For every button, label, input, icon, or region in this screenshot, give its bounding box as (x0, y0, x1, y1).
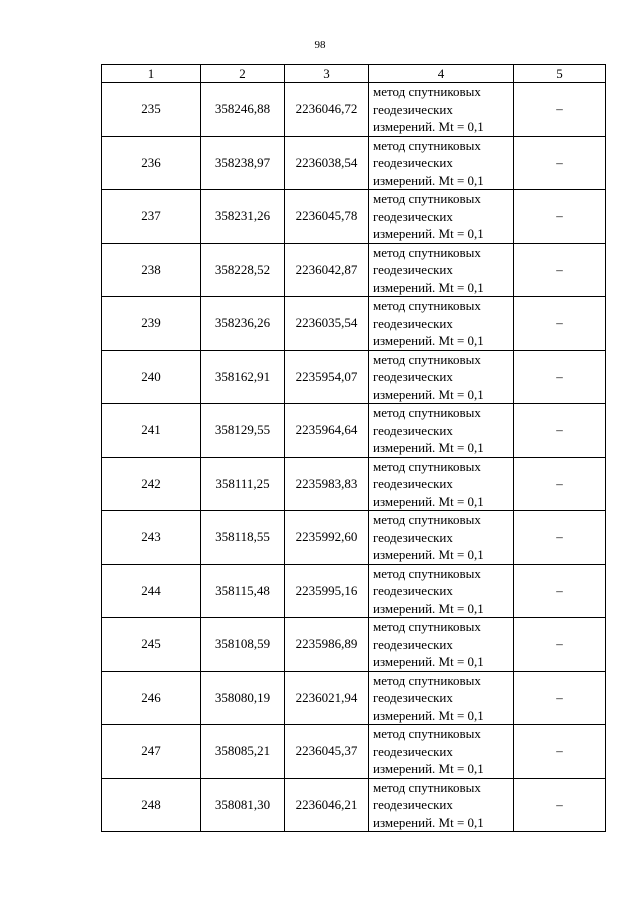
point-number-cell: 238 (102, 243, 201, 297)
x-coordinate-cell: 358111,25 (201, 457, 285, 511)
method-line: измерений. Mt = 0,1 (373, 226, 484, 241)
note-cell: – (514, 457, 606, 511)
method-line: геодезических (373, 583, 453, 598)
method-cell (369, 457, 514, 511)
method-line: геодезических (373, 476, 453, 491)
y-coordinate-cell: 2236038,54 (285, 136, 369, 190)
x-coordinate-cell: 358108,59 (201, 618, 285, 672)
method-cell (369, 243, 514, 297)
method-line: измерений. Mt = 0,1 (373, 761, 484, 776)
point-number-cell: 241 (102, 404, 201, 458)
coordinates-table (101, 64, 606, 832)
table-row (102, 618, 606, 672)
point-number-cell: 239 (102, 297, 201, 351)
method-line: метод спутниковых (373, 137, 481, 153)
table-row (102, 404, 606, 458)
method-line: геодезических (373, 369, 453, 384)
method-line: геодезических (373, 155, 453, 170)
y-coordinate-cell: 2235954,07 (285, 350, 369, 404)
point-number-cell: 246 (102, 671, 201, 725)
column-header: 3 (285, 65, 369, 83)
table-body (102, 83, 606, 832)
method-line: метод спутниковых (373, 458, 481, 474)
table-row (102, 350, 606, 404)
method-line: измерений. Mt = 0,1 (373, 172, 484, 188)
method-line: измерений. Mt = 0,1 (373, 493, 484, 509)
method-line: геодезических (373, 101, 453, 117)
page-number: 98 (314, 39, 326, 51)
y-coordinate-cell: 2235964,64 (285, 404, 369, 458)
method-line: геодезических (373, 208, 453, 224)
note-cell: – (514, 618, 606, 672)
table-row (102, 83, 606, 137)
column-header: 1 (102, 65, 201, 83)
note-cell: – (514, 511, 606, 565)
x-coordinate-cell: 358231,26 (201, 190, 285, 244)
y-coordinate-cell: 2236046,21 (285, 778, 369, 832)
x-coordinate-cell: 358246,88 (201, 83, 285, 137)
column-header: 5 (514, 65, 606, 83)
method-line: измерений. Mt = 0,1 (373, 547, 484, 562)
point-number-cell: 236 (102, 136, 201, 190)
method-cell (369, 190, 514, 244)
method-line: метод спутниковых (373, 672, 481, 688)
method-line: измерений. Mt = 0,1 (373, 333, 484, 348)
method-line: геодезических (373, 690, 453, 705)
method-line: измерений. Mt = 0,1 (373, 119, 484, 134)
point-number-cell: 240 (102, 350, 201, 404)
method-line: измерений. Mt = 0,1 (373, 707, 484, 723)
method-cell (369, 297, 514, 351)
point-number-cell: 245 (102, 618, 201, 672)
point-number-cell: 235 (102, 83, 201, 137)
table-row (102, 136, 606, 190)
method-line: геодезических (373, 262, 453, 277)
method-cell (369, 350, 514, 404)
table-row (102, 778, 606, 832)
note-cell: – (514, 297, 606, 351)
x-coordinate-cell: 358081,30 (201, 778, 285, 832)
method-line: метод спутниковых (373, 619, 481, 634)
method-line: метод спутниковых (373, 84, 481, 99)
table-row (102, 671, 606, 725)
method-line: измерений. Mt = 0,1 (373, 279, 484, 295)
point-number-cell: 244 (102, 564, 201, 618)
point-number-cell: 242 (102, 457, 201, 511)
x-coordinate-cell: 358238,97 (201, 136, 285, 190)
column-header: 2 (201, 65, 285, 83)
x-coordinate-cell: 358129,55 (201, 404, 285, 458)
x-coordinate-cell: 358118,55 (201, 511, 285, 565)
y-coordinate-cell: 2236045,37 (285, 725, 369, 779)
y-coordinate-cell: 2236021,94 (285, 671, 369, 725)
note-cell: – (514, 350, 606, 404)
y-coordinate-cell: 2235995,16 (285, 564, 369, 618)
method-line: метод спутниковых (373, 726, 481, 741)
method-cell (369, 618, 514, 672)
point-number-cell: 248 (102, 778, 201, 832)
method-cell (369, 83, 514, 137)
note-cell: – (514, 190, 606, 244)
method-line: метод спутниковых (373, 405, 481, 420)
y-coordinate-cell: 2235983,83 (285, 457, 369, 511)
note-cell: – (514, 243, 606, 297)
method-line: измерений. Mt = 0,1 (373, 654, 484, 669)
method-cell (369, 404, 514, 458)
method-line: метод спутниковых (373, 298, 481, 313)
method-line: метод спутниковых (373, 244, 481, 260)
method-cell (369, 778, 514, 832)
method-cell (369, 511, 514, 565)
note-cell: – (514, 564, 606, 618)
method-cell (369, 725, 514, 779)
x-coordinate-cell: 358080,19 (201, 671, 285, 725)
table-row (102, 243, 606, 297)
method-line: измерений. Mt = 0,1 (373, 814, 484, 830)
point-number-cell: 247 (102, 725, 201, 779)
method-line: измерений. Mt = 0,1 (373, 440, 484, 455)
y-coordinate-cell: 2236035,54 (285, 297, 369, 351)
y-coordinate-cell: 2235992,60 (285, 511, 369, 565)
method-line: геодезических (373, 797, 453, 812)
point-number-cell: 237 (102, 190, 201, 244)
note-cell: – (514, 83, 606, 137)
method-line: геодезических (373, 743, 453, 759)
table-header-row (102, 65, 606, 83)
method-line: геодезических (373, 422, 453, 438)
method-line: измерений. Mt = 0,1 (373, 600, 484, 616)
method-line: метод спутниковых (373, 779, 481, 795)
table-row (102, 725, 606, 779)
y-coordinate-cell: 2236042,87 (285, 243, 369, 297)
note-cell: – (514, 778, 606, 832)
y-coordinate-cell: 2236046,72 (285, 83, 369, 137)
note-cell: – (514, 725, 606, 779)
note-cell: – (514, 404, 606, 458)
method-line: метод спутниковых (373, 565, 481, 581)
table-row (102, 564, 606, 618)
x-coordinate-cell: 358228,52 (201, 243, 285, 297)
method-line: измерений. Mt = 0,1 (373, 386, 484, 402)
method-cell (369, 671, 514, 725)
x-coordinate-cell: 358162,91 (201, 350, 285, 404)
column-header: 4 (369, 65, 514, 83)
method-line: геодезических (373, 636, 453, 652)
method-cell (369, 564, 514, 618)
method-cell (369, 136, 514, 190)
y-coordinate-cell: 2236045,78 (285, 190, 369, 244)
x-coordinate-cell: 358236,26 (201, 297, 285, 351)
table-row (102, 511, 606, 565)
y-coordinate-cell: 2235986,89 (285, 618, 369, 672)
note-cell: – (514, 136, 606, 190)
method-line: метод спутниковых (373, 191, 481, 206)
table-row (102, 297, 606, 351)
method-line: геодезических (373, 315, 453, 331)
x-coordinate-cell: 358085,21 (201, 725, 285, 779)
table-row (102, 190, 606, 244)
note-cell: – (514, 671, 606, 725)
method-line: метод спутниковых (373, 512, 481, 527)
method-line: метод спутниковых (373, 351, 481, 367)
point-number-cell: 243 (102, 511, 201, 565)
x-coordinate-cell: 358115,48 (201, 564, 285, 618)
method-line: геодезических (373, 529, 453, 545)
table-row (102, 457, 606, 511)
